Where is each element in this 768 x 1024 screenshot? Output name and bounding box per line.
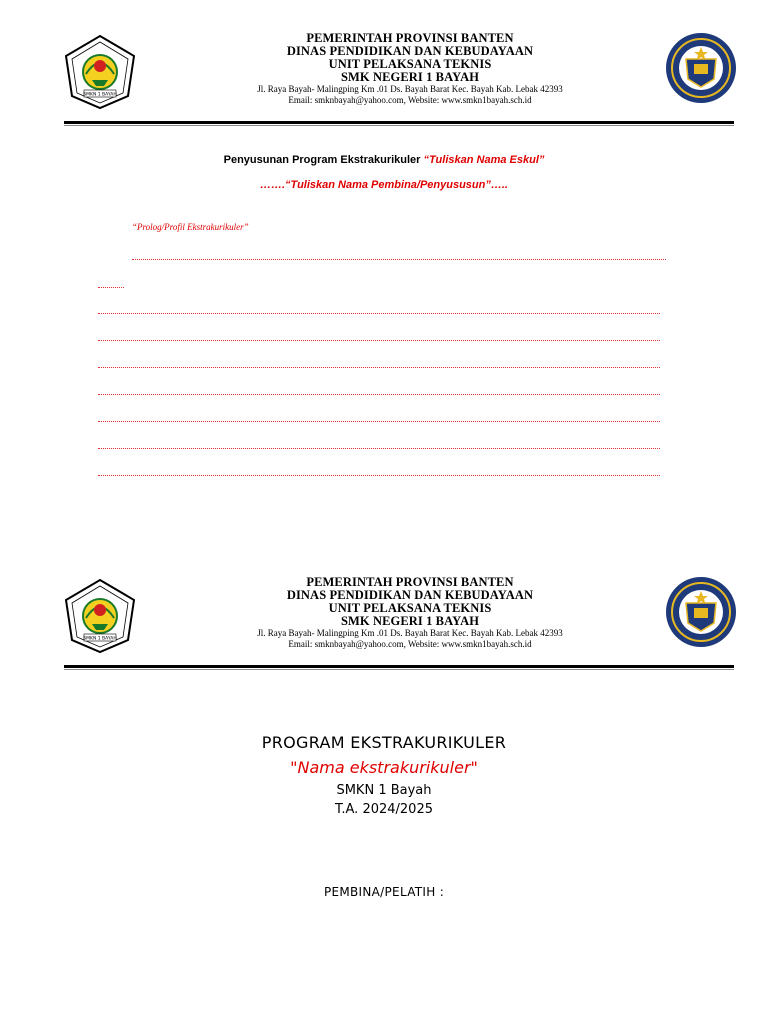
province-emblem-right-icon (664, 31, 738, 105)
dotted-line-short (98, 287, 124, 288)
letterhead-school: SMK NEGERI 1 BAYAH (340, 70, 480, 84)
letterhead-rule-thick (64, 121, 734, 124)
cover-eskul-name: "Nama ekstrakurikuler" (290, 758, 478, 777)
program-heading-prefix: Penyusunan Program Ekstrakurikuler (223, 154, 424, 166)
cover-title: PROGRAM EKSTRAKURIKULER (261, 733, 507, 752)
dotted-line (98, 394, 660, 395)
letterhead-rule-thin (64, 669, 734, 670)
province-emblem-right-icon (664, 575, 738, 649)
letterhead-rule-thin (64, 125, 734, 126)
dotted-line (132, 259, 666, 260)
cover-school: SMKN 1 Bayah (336, 783, 432, 798)
cover-academic-year: T.A. 2024/2025 (334, 802, 433, 817)
school-emblem-left-icon (62, 34, 138, 110)
dotted-line (98, 367, 660, 368)
letterhead-rule-thick (64, 665, 734, 668)
logo-banner-text: SMKN 1 BAYAH (83, 92, 117, 98)
letterhead-cover (0, 568, 768, 678)
letterhead-address: Jl. Raya Bayah- Malingping Km .01 Ds. Bayah Barat Kec. Bayah Kab. Lebak 42393 (257, 84, 563, 94)
program-heading (0, 154, 768, 166)
letterhead-province: PEMERINTAH PROVINSI BANTEN (306, 575, 514, 589)
letterhead-department: DINAS PENDIDIKAN DAN KEBUDAYAAN (286, 44, 534, 58)
dotted-line (98, 448, 660, 449)
letterhead-unit: UNIT PELAKSANA TEKNIS (328, 601, 492, 615)
logo-banner-text: SMKN 1 BAYAH (83, 636, 117, 642)
dotted-line (98, 340, 660, 341)
school-emblem-left-icon (62, 578, 138, 654)
letterhead-top (0, 24, 768, 134)
letterhead-contact: Email: smknbayah@yahoo.com, Website: www.smkn1bayah.sch.id (288, 639, 532, 649)
dotted-line (98, 421, 660, 422)
letterhead-unit: UNIT PELAKSANA TEKNIS (328, 57, 492, 71)
letterhead-province: PEMERINTAH PROVINSI BANTEN (306, 31, 514, 45)
letterhead-department: DINAS PENDIDIKAN DAN KEBUDAYAAN (286, 588, 534, 602)
dotted-line (98, 313, 660, 314)
letterhead-school: SMK NEGERI 1 BAYAH (340, 614, 480, 628)
cover-pembina-label: PEMBINA/PELATIH : (323, 885, 445, 899)
letterhead-text (200, 32, 620, 106)
program-heading-eskul: “Tuliskan Nama Eskul” (423, 154, 545, 166)
letterhead-text (200, 576, 620, 650)
prolog-placeholder: “Prolog/Profil Ekstrakurikuler” (132, 222, 249, 232)
pembina-placeholder: …….“Tuliskan Nama Pembina/Penyususun”….. (260, 179, 508, 191)
letterhead-contact: Email: smknbayah@yahoo.com, Website: www.smkn1bayah.sch.id (288, 95, 532, 105)
letterhead-address: Jl. Raya Bayah- Malingping Km .01 Ds. Bayah Barat Kec. Bayah Kab. Lebak 42393 (257, 628, 563, 638)
dotted-line (98, 475, 660, 476)
